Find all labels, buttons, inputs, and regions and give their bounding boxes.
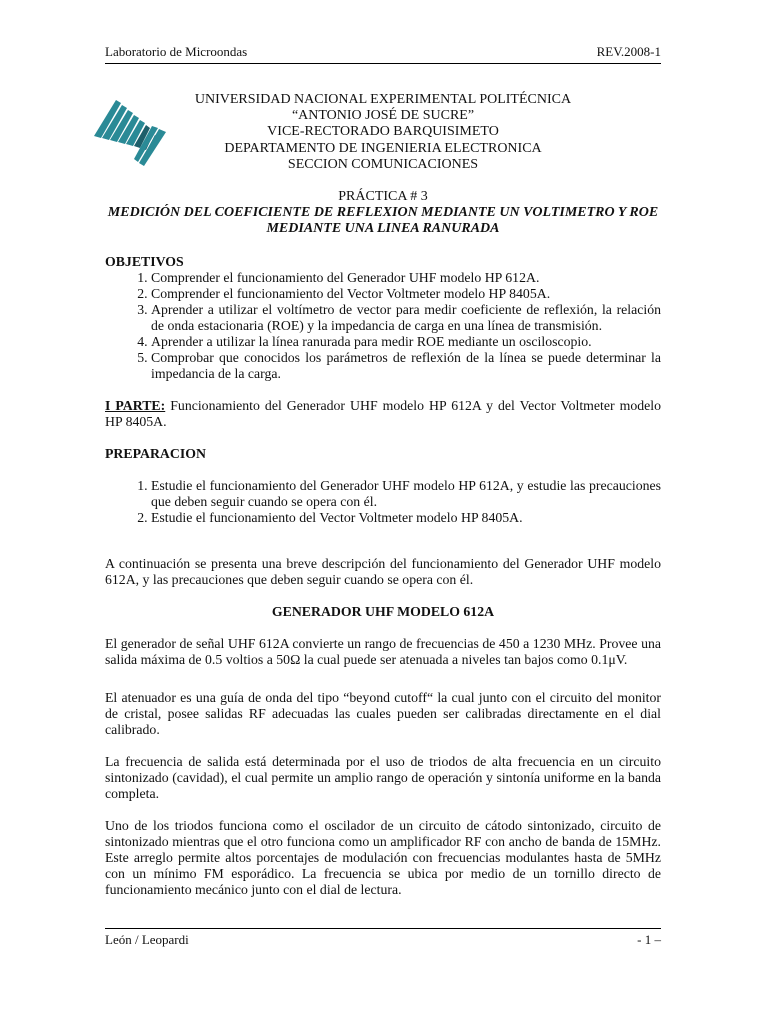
generator-heading: GENERADOR UHF MODELO 612A — [271, 604, 495, 619]
institution-department: DEPARTAMENTO DE INGENIERIA ELECTRONICA — [224, 140, 542, 156]
page-footer — [105, 928, 661, 948]
generator-paragraph: El atenuador es una guía de onda del tipo “beyond cutoff“ la cual junto con el circuito del monitor de cristal, posee salidas RF adecuadas las cuales pueden ser calibradas directamente en el dial calibrado. — [105, 690, 661, 737]
list-item: 5. Comprobar que conocidos los parámetros de reflexión de la línea se puede determinar la impedancia de la carga. — [151, 350, 661, 382]
header-right: REV.2008-1 — [596, 44, 661, 59]
institution-block — [105, 92, 661, 238]
objectives-list — [105, 270, 661, 382]
list-item: 1. Estudie el funcionamiento del Generador UHF modelo HP 612A, y estudie las precauciones que deben seguir cuando se opera con él. — [151, 478, 661, 510]
preparation-list — [105, 478, 661, 526]
preparation-heading: PREPARACION — [105, 446, 206, 461]
generator-paragraph: La frecuencia de salida está determinada por el uso de triodos de alta frecuencia en un circuito sintonizado (cavidad), el cual permite un amplio rango de operación y sintonía uniforme en la banda completa. — [105, 754, 661, 801]
list-item: 2. Comprender el funcionamiento del Vector Voltmeter modelo HP 8405A. — [151, 286, 661, 302]
footer-authors: León / Leopardi — [105, 932, 189, 947]
list-item: 2. Estudie el funcionamiento del Vector Voltmeter modelo HP 8405A. — [151, 510, 661, 526]
institution-name: UNIVERSIDAD NACIONAL EXPERIMENTAL POLITÉCNICA — [194, 92, 572, 107]
practice-number: PRÁCTICA # 3 — [338, 189, 428, 205]
header-left: Laboratorio de Microondas — [105, 44, 248, 59]
part1-paragraph — [105, 398, 661, 430]
page-header — [105, 44, 661, 64]
document-body — [105, 254, 661, 898]
objectives-heading: OBJETIVOS — [105, 254, 184, 269]
part1-label: I PARTE: — [105, 398, 166, 413]
generator-paragraph: El generador de señal UHF 612A convierte un rango de frecuencias de 450 a 1230 MHz. Provee una salida máxima de 0.5 voltios a 50Ω la cual puede ser atenuada a niveles tan bajos como 0.1μV. — [105, 636, 661, 667]
list-item: 1. Comprender el funcionamiento del Generador UHF modelo HP 612A. — [151, 270, 661, 286]
list-item: 3. Aprender a utilizar el voltímetro de vector para medir coeficiente de reflexión, la relación de onda estacionaria (ROE) y la impedancia de carga en una línea de transmisión. — [151, 302, 661, 334]
list-item: 4. Aprender a utilizar la línea ranurada para medir ROE mediante un osciloscopio. — [151, 334, 661, 350]
intro-paragraph: A continuación se presenta una breve descripción del funcionamiento del Generador UHF modelo 612A, y las precauciones que deben seguir cuando se opera con él. — [105, 556, 661, 587]
part1-text: Funcionamiento del Generador UHF modelo HP 612A y del Vector Voltmeter modelo HP 8405A. — [105, 398, 661, 429]
generator-paragraph: Uno de los triodos funciona como el oscilador de un circuito de cátodo sintonizado, circuito de sintonizado mientras que el otro funciona como un amplificador RF con ancho de banda de 15MHz. Este arreglo permite altos porcentajes de modulación con frecuencias modulantes hasta de 5MHz con un mínimo FM esporádico. La frecuencia se ubica por medio de un tornillo directo de funcionamiento mecánico junto con el dial de lectura. — [105, 818, 661, 897]
page-number: - 1 – — [637, 932, 661, 947]
institution-campus: VICE-RECTORADO BARQUISIMETO — [267, 124, 499, 140]
institution-patron: “ANTONIO JOSÉ DE SUCRE” — [291, 108, 475, 124]
institution-section: SECCION COMUNICACIONES — [287, 156, 479, 172]
practice-title-line1: MEDICIÓN DEL COEFICIENTE DE REFLEXION MEDIANTE UN VOLTIMETRO Y ROE — [107, 205, 659, 221]
practice-title-line2: MEDIANTE UNA LINEA RANURADA — [266, 221, 500, 237]
